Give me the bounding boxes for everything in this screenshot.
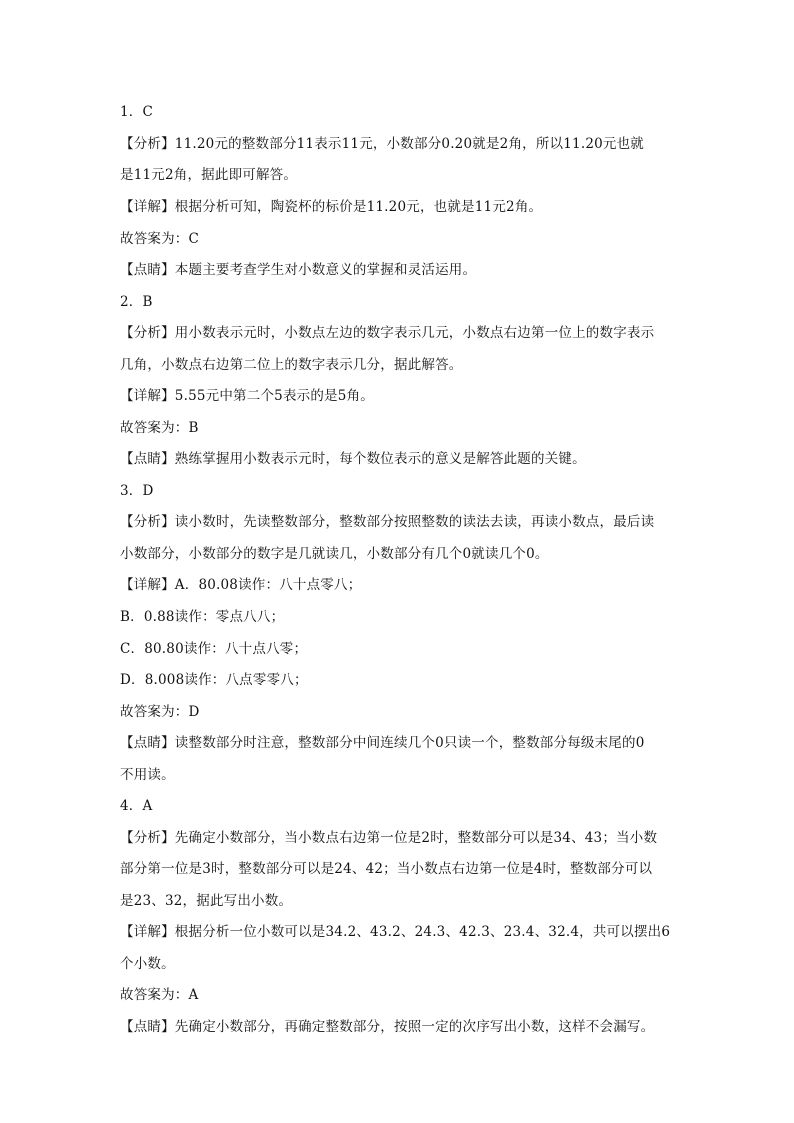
q3-comment-cont: 不用读。 bbox=[120, 767, 175, 783]
q2-analysis: 【分析】用小数表示元时，小数点左边的数字表示几元，小数点右边第一位上的数字表示 bbox=[120, 325, 655, 341]
q2-comment: 【点睛】熟练掌握用小数表示元时，每个数位表示的意义是解答此题的关键。 bbox=[120, 451, 586, 467]
q4-analysis: 【分析】先确定小数部分，当小数点右边第一位是2时，整数部分可以是34、43；当小数 bbox=[120, 830, 658, 846]
q2-answer: 故答案为：B bbox=[120, 420, 199, 436]
q1-analysis-cont: 是11元2角，据此即可解答。 bbox=[120, 167, 298, 183]
q4-comment: 【点睛】先确定小数部分，再确定整数部分，按照一定的次序写出小数，这样不会漏写。 bbox=[120, 1019, 655, 1035]
q2-detail: 【详解】5.55元中第二个5表示的是5角。 bbox=[120, 388, 374, 404]
q1-number: 1．C bbox=[120, 104, 154, 120]
q4-answer: 故答案为：A bbox=[120, 987, 199, 1003]
q3-detail-b: B．0.88读作：零点八八； bbox=[120, 609, 285, 625]
q3-comment: 【点睛】读整数部分时注意，整数部分中间连续几个0只读一个，整数部分每级末尾的0 bbox=[120, 735, 645, 751]
q2-number: 2．B bbox=[120, 294, 153, 310]
q1-comment: 【点睛】本题主要考查学生对小数意义的掌握和灵活运用。 bbox=[120, 262, 477, 278]
q4-detail-cont: 个小数。 bbox=[120, 956, 175, 972]
q4-analysis-cont2: 是23、32，据此写出小数。 bbox=[120, 893, 293, 909]
q1-detail: 【详解】根据分析可知，陶瓷杯的标价是11.20元，也就是11元2角。 bbox=[120, 199, 543, 215]
q4-detail: 【详解】根据分析一位小数可以是34.2、43.2、24.3、42.3、23.4、32.4，共可以摆出6 bbox=[120, 924, 671, 940]
q3-analysis-cont: 小数部分，小数部分的数字是几就读几，小数部分有几个0就读几个0。 bbox=[120, 546, 549, 562]
q2-analysis-cont: 几角，小数点右边第二位上的数字表示几分，据此解答。 bbox=[120, 357, 463, 373]
q3-number: 3．D bbox=[120, 483, 154, 499]
q1-analysis: 【分析】11.20元的整数部分11表示11元，小数部分0.20就是2角，所以11.20元也就 bbox=[120, 136, 644, 152]
q3-detail-d: D．8.008读作：八点零零八； bbox=[120, 672, 308, 688]
q3-detail-a: 【详解】A．80.08读作：八十点零八； bbox=[120, 577, 362, 593]
q1-answer: 故答案为：C bbox=[120, 231, 200, 247]
q3-detail-c: C．80.80读作：八十点八零； bbox=[120, 641, 308, 657]
q4-analysis-cont: 部分第一位是3时，整数部分可以是24、42；当小数点右边第一位是4时，整数部分可以 bbox=[120, 861, 653, 877]
q4-number: 4．A bbox=[120, 798, 153, 814]
q3-analysis: 【分析】读小数时，先读整数部分，整数部分按照整数的读法去读，再读小数点，最后读 bbox=[120, 514, 655, 530]
q3-answer: 故答案为：D bbox=[120, 704, 200, 720]
